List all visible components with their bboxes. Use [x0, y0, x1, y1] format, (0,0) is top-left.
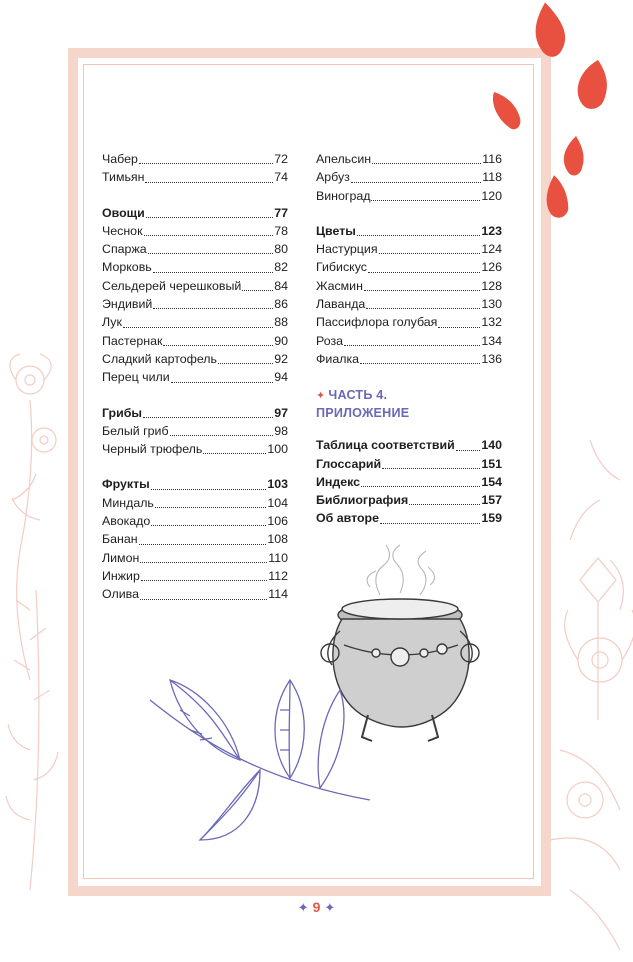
toc-right-column	[316, 150, 502, 528]
toc-entry-title: Библиография	[316, 493, 409, 508]
toc-entry[interactable]	[316, 277, 502, 295]
toc-entry[interactable]	[316, 313, 502, 331]
toc-leader-dots	[146, 217, 273, 218]
toc-entry-title: Цветы	[316, 223, 356, 238]
toc-leader-dots	[151, 525, 266, 526]
toc-entry-page: 116	[482, 152, 502, 166]
toc-leader-dots	[379, 253, 481, 254]
toc-entry-title: Виноград	[316, 188, 371, 203]
heart-icon	[530, 0, 568, 59]
toc-entry-title: Роза	[316, 333, 344, 348]
toc-leader-dots	[372, 163, 481, 164]
toc-entry-title: Сельдерей черешковый	[102, 278, 242, 293]
toc-entry[interactable]	[316, 222, 502, 240]
toc-leader-dots	[143, 417, 273, 418]
toc-entry-page: 98	[274, 423, 288, 438]
four-point-star-icon: ✦	[316, 390, 326, 403]
toc-entry-page: 157	[481, 493, 502, 508]
toc-entry-page: 124	[481, 242, 502, 257]
toc-list-left	[102, 150, 288, 604]
toc-entry-title: Тимьян	[102, 170, 145, 185]
toc-leader-dots	[360, 363, 480, 364]
toc-leader-dots	[145, 182, 273, 183]
part-heading-line2: ПРИЛОЖЕНИЕ	[316, 406, 410, 421]
toc-entry-title: Морковь	[102, 260, 152, 275]
hearts-decoration	[480, 0, 633, 240]
toc-entry[interactable]	[316, 455, 502, 473]
four-point-star-icon: ✦	[297, 900, 309, 915]
toc-entry-title: Лимон	[102, 550, 140, 565]
toc-entry[interactable]	[316, 258, 502, 276]
page-number	[0, 899, 633, 916]
toc-leader-dots	[140, 562, 267, 563]
toc-entry-page: 100	[267, 442, 288, 457]
toc-leader-dots	[123, 327, 273, 328]
toc-entry-title: Пассифлора голубая	[316, 315, 438, 330]
heart-icon	[578, 60, 607, 109]
toc-entry-title: Эндивий	[102, 297, 153, 312]
toc-entry[interactable]	[102, 222, 288, 240]
heart-icon	[493, 92, 520, 129]
toc-leader-dots	[361, 486, 480, 487]
toc-entry-page: 92	[274, 351, 288, 366]
toc-entry[interactable]	[102, 295, 288, 313]
toc-entry[interactable]	[102, 475, 288, 493]
toc-entry[interactable]	[316, 350, 502, 368]
floral-background-right	[540, 420, 633, 960]
toc-entry-page: 94	[274, 370, 288, 385]
toc-entry[interactable]	[102, 313, 288, 331]
toc-entry-title: Инжир	[102, 568, 140, 583]
toc-leader-dots	[170, 435, 274, 436]
toc-entry-title: Жасмин	[316, 278, 363, 293]
toc-entry[interactable]	[102, 258, 288, 276]
toc-entry-title: Грибы	[102, 405, 142, 420]
toc-list-right	[316, 150, 502, 368]
toc-entry-page: 84	[274, 278, 288, 293]
toc-leader-dots	[366, 308, 480, 309]
toc-entry-title: Глоссарий	[316, 456, 382, 471]
toc-entry-title: Сладкий картофель	[102, 351, 217, 366]
toc-leader-dots	[371, 200, 480, 201]
page-number-value: 9	[312, 899, 321, 915]
toc-entry-page: 151	[481, 456, 502, 471]
part-heading-line1: ЧАСТЬ 4.	[328, 388, 388, 403]
toc-entry-title: Банан	[102, 532, 138, 547]
toc-entry-page: 86	[274, 297, 288, 312]
toc-entry-page: 110	[268, 550, 288, 565]
toc-entry-page: 77	[274, 205, 288, 220]
toc-entry-page: 136	[481, 351, 502, 366]
toc-entry-page: 108	[267, 532, 288, 547]
toc-entry[interactable]	[316, 491, 502, 509]
toc-entry-title: Фиалка	[316, 351, 360, 366]
toc-entry-page: 118	[482, 170, 502, 185]
toc-entry[interactable]	[316, 150, 502, 168]
toc-entry-title: Чеснок	[102, 223, 143, 238]
toc-entry-title: Апельсин	[316, 152, 372, 166]
toc-entry-page: 106	[267, 514, 288, 529]
toc-leader-dots	[144, 235, 274, 236]
toc-entry-page: 104	[267, 495, 288, 510]
toc-leader-dots	[218, 363, 273, 364]
toc-entry-title: Пастернак	[102, 333, 163, 348]
toc-entry-title: Об авторе	[316, 511, 380, 526]
toc-leader-dots	[357, 235, 480, 236]
toc-entry-page: 130	[481, 297, 502, 312]
toc-entry-title: Спаржа	[102, 242, 147, 257]
toc-entry-page: 120	[481, 188, 502, 203]
toc-left-column	[102, 150, 288, 604]
toc-leader-dots	[203, 453, 266, 454]
toc-entry-page: 123	[481, 223, 502, 238]
toc-leader-dots	[438, 327, 480, 328]
toc-entry[interactable]	[102, 150, 288, 168]
toc-entry[interactable]	[316, 295, 502, 313]
toc-entry-page: 80	[274, 242, 288, 257]
toc-entry-page: 90	[274, 333, 288, 348]
toc-entry-title: Миндаль	[102, 495, 154, 510]
toc-leader-dots	[139, 163, 273, 164]
toc-entry[interactable]	[102, 585, 288, 603]
toc-leader-dots	[409, 504, 480, 505]
toc-entry-page: 114	[268, 587, 288, 602]
part-heading[interactable]	[316, 387, 502, 422]
toc-entry[interactable]	[316, 187, 502, 205]
toc-entry[interactable]	[316, 436, 502, 454]
toc-entry[interactable]	[102, 512, 288, 530]
toc-leader-dots	[242, 290, 273, 291]
toc-entry[interactable]	[102, 567, 288, 585]
toc-leader-dots	[151, 489, 267, 490]
toc-entry-title: Лаванда	[316, 297, 366, 312]
toc-entry[interactable]	[102, 168, 288, 186]
toc-leader-dots	[171, 382, 274, 383]
toc-entry[interactable]	[102, 494, 288, 512]
toc-entry[interactable]	[102, 350, 288, 368]
toc-entry-page: 78	[274, 223, 288, 238]
toc-leader-dots	[155, 507, 266, 508]
toc-entry-title: Лук	[102, 315, 122, 330]
toc-leader-dots	[141, 580, 267, 581]
four-point-star-icon: ✦	[324, 900, 336, 915]
toc-leader-dots	[382, 468, 480, 469]
toc-entry-title: Авокадо	[102, 514, 151, 529]
toc-entry-title: Настурция	[316, 242, 378, 257]
toc-entry-page: 72	[274, 152, 288, 166]
toc-entry[interactable]	[102, 368, 288, 386]
toc-entry-title: Чабер	[102, 152, 138, 166]
toc-leader-dots	[380, 523, 480, 524]
toc-leader-dots	[364, 290, 480, 291]
toc-leader-dots	[139, 544, 267, 545]
toc-leader-dots	[456, 450, 481, 451]
toc-entry[interactable]	[102, 422, 288, 440]
toc-leader-dots	[351, 182, 481, 183]
toc-entry[interactable]	[102, 277, 288, 295]
toc-entry-page: 134	[481, 333, 502, 348]
toc-entry-title: Гибискус	[316, 260, 367, 275]
toc-entry-title: Овощи	[102, 205, 145, 220]
toc-entry[interactable]	[102, 240, 288, 258]
toc-entry-page: 140	[481, 438, 502, 453]
toc-entry-page: 128	[481, 278, 502, 293]
toc-entry[interactable]	[102, 404, 288, 422]
toc-entry-page: 154	[481, 474, 502, 489]
toc-entry-page: 88	[274, 315, 288, 330]
toc-entry[interactable]	[102, 530, 288, 548]
toc-entry-page: 126	[481, 260, 502, 275]
toc-entry-title: Таблица соответствий	[316, 438, 455, 453]
toc-entry-title: Белый гриб	[102, 423, 169, 438]
toc-entry[interactable]	[102, 549, 288, 567]
toc-entry[interactable]	[316, 240, 502, 258]
toc-leader-dots	[344, 345, 480, 346]
toc-leader-dots	[153, 272, 273, 273]
toc-entry-page: 132	[481, 315, 502, 330]
toc-entry-page: 103	[267, 477, 288, 492]
toc-entry[interactable]	[102, 440, 288, 458]
toc-entry[interactable]	[316, 168, 502, 186]
toc-entry-title: Фрукты	[102, 477, 150, 492]
heart-icon	[564, 136, 584, 175]
toc-entry-page: 97	[274, 405, 288, 420]
toc-leader-dots	[153, 308, 273, 309]
toc-entry-page: 159	[481, 511, 502, 526]
heart-icon	[538, 174, 573, 221]
toc-leader-dots	[368, 272, 480, 273]
toc-entry[interactable]	[316, 473, 502, 491]
toc-entry-title: Олива	[102, 587, 139, 602]
toc-leader-dots	[140, 599, 267, 600]
toc-entry-page: 74	[274, 170, 288, 185]
toc-entry-title: Арбуз	[316, 170, 350, 185]
leaf-branch-illustration	[140, 670, 380, 850]
toc-entry[interactable]	[316, 332, 502, 350]
toc-entry-title: Индекс	[316, 474, 361, 489]
toc-entry-title: Перец чили	[102, 370, 170, 385]
toc-entry-title: Черный трюфель	[102, 442, 203, 457]
toc-entry[interactable]	[102, 332, 288, 350]
toc-entry[interactable]	[316, 509, 502, 527]
toc-entry-page: 112	[268, 568, 288, 583]
toc-entry-page: 82	[274, 260, 288, 275]
toc-leader-dots	[163, 345, 273, 346]
toc-list-appendix	[316, 436, 502, 527]
toc-leader-dots	[148, 253, 274, 254]
toc-entry[interactable]	[102, 204, 288, 222]
